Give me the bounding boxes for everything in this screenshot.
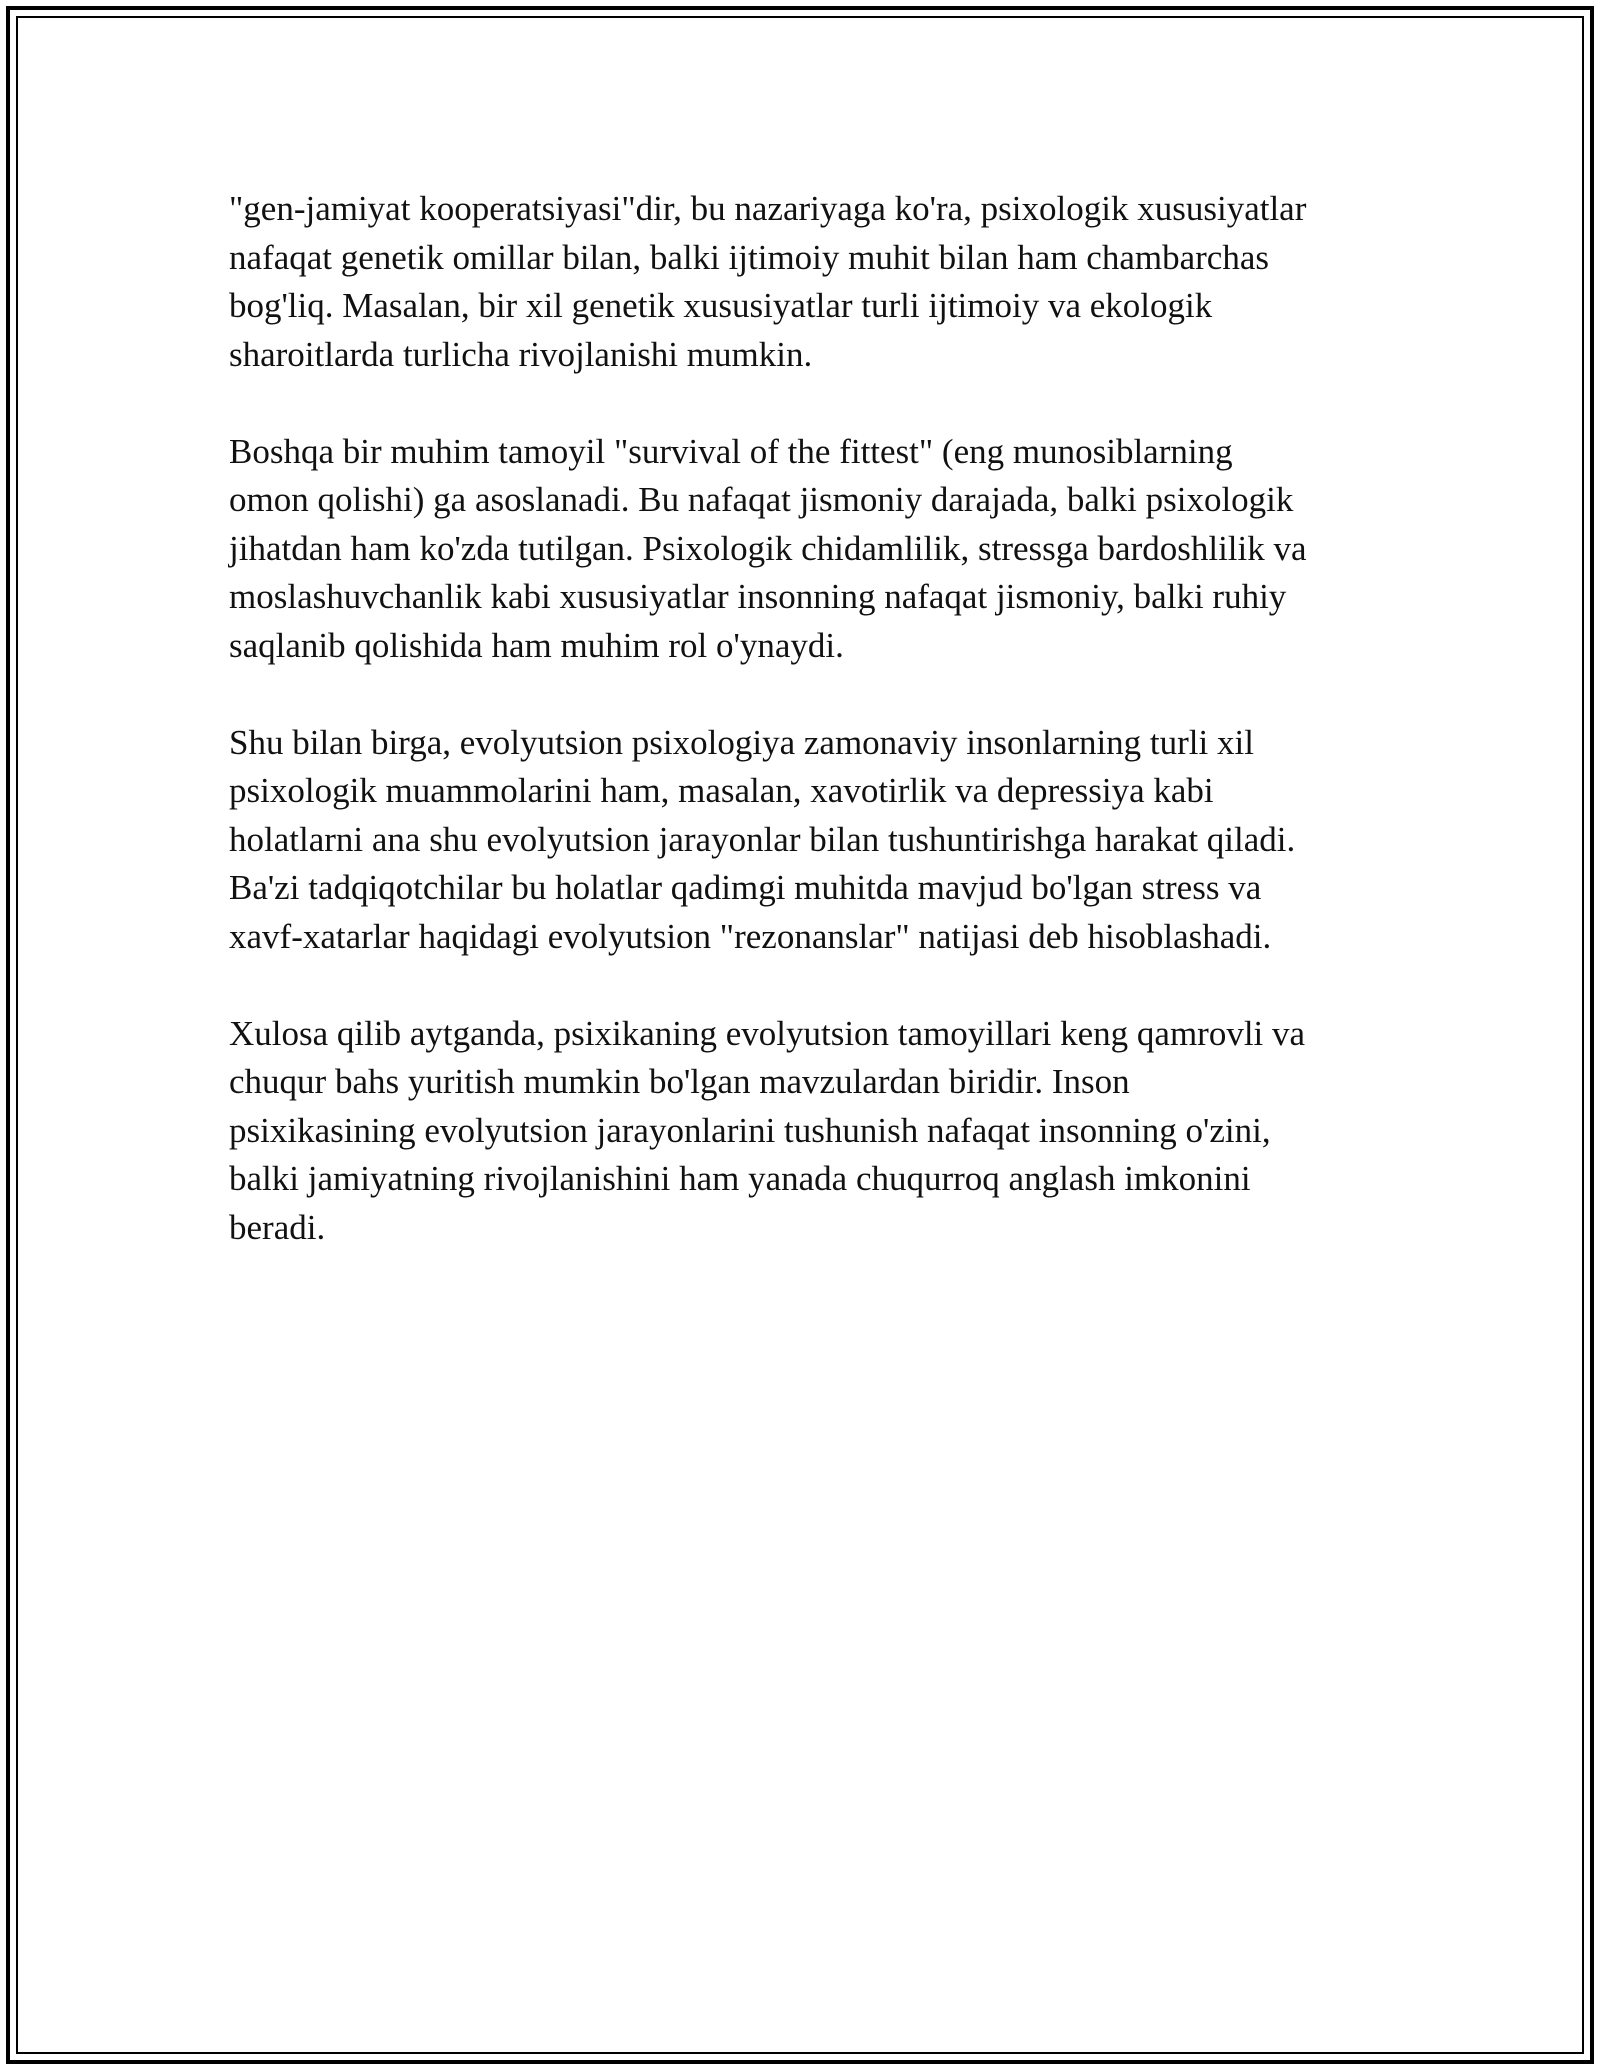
document-body bbox=[229, 185, 1389, 1301]
paragraph-survival-of-the-fittest: Boshqa bir muhim tamoyil "survival of the fittest" (eng munosiblarning omon qolishi) ga asoslanadi. Bu nafaqat jismoniy darajada, balki psixologik jihatdan ham ko'zda tutilgan. Psixologik chidamlilik, stressga bardoshlilik va moslashuvchanlik kabi xususiyatlar insonning nafaqat jismoniy, balki ruhiy saqlanib qolishida ham muhim rol o'ynaydi. bbox=[229, 431, 1307, 665]
paragraph-conclusion: Xulosa qilib aytganda, psixikaning evolyutsion tamoyillari keng qamrovli va chuqur bahs yuritish mumkin bo'lgan mavzulardan biridir. Inson psixikasining evolyutsion jarayonlarini tushunish nafaqat insonning o'zini, balki jamiyatning rivojlanishini ham yanada chuqurroq anglash imkonini beradi. bbox=[229, 1013, 1306, 1247]
paragraph-evolutionary-psychology: Shu bilan birga, evolyutsion psixologiya zamonaviy insonlarning turli xil psixologik muammolarini ham, masalan, xavotirlik va depressiya kabi holatlarni ana shu evolyutsion jarayonlar bilan tushuntirishga harakat qiladi. Ba'zi tadqiqotchilar bu holatlar qadimgi muhitda mavjud bo'lgan stress va xavf-xatarlar haqidagi evolyutsion "rezonanslar" natijasi deb hisoblashadi. bbox=[229, 722, 1296, 956]
paragraph-gen-jamiyat: "gen-jamiyat kooperatsiyasi"dir, bu nazariyaga ko'ra, psixologik xususiyatlar nafaqat genetik omillar bilan, balki ijtimoiy muhit bilan ham chambarchas bog'liq. Masalan, bir xil genetik xususiyatlar turli ijtimoiy va ekologik sharoitlarda turlicha rivojlanishi mumkin. bbox=[229, 189, 1307, 374]
